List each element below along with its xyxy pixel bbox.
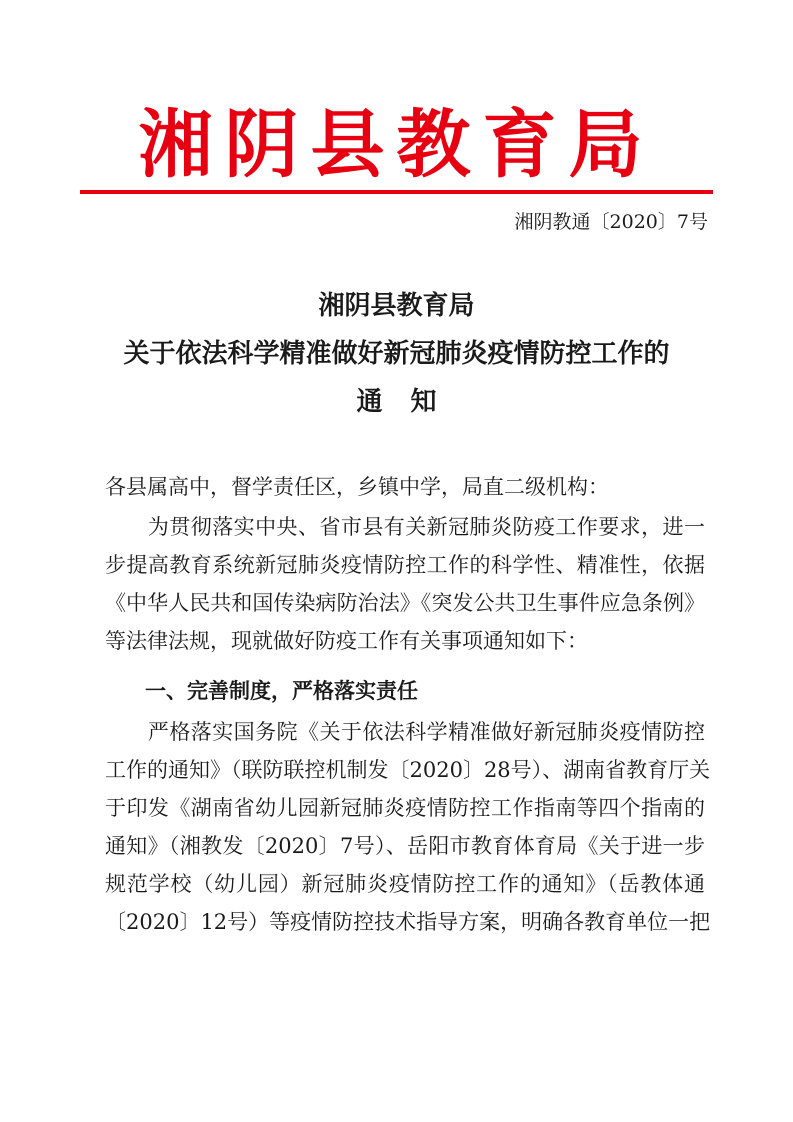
red-divider-line xyxy=(80,190,713,194)
paragraph-line: 于印发《湖南省幼儿园新冠肺炎疫情防控工作指南等四个指南的 xyxy=(105,796,705,820)
paragraph-line: 步提高教育系统新冠肺炎疫情防控工作的科学性、精准性，依据 xyxy=(105,553,705,577)
section-heading-1: 一、完善制度，严格落实责任 xyxy=(145,679,418,703)
document-number: 湘阴教通〔2020〕7号 xyxy=(514,211,708,233)
paragraph-line: 规范学校（幼儿园）新冠肺炎疫情防控工作的通知》（岳教体通 xyxy=(105,872,705,896)
title-line-2: 关于依法科学精准做好新冠肺炎疫情防控工作的 xyxy=(123,339,670,369)
paragraph-section-1 xyxy=(105,713,711,941)
salutation-line: 各县属高中，督学责任区，乡镇中学，局直二级机构： xyxy=(105,475,609,499)
paragraph-line: 工作的通知》（联防联控机制发〔2020〕28号）、湖南省教育厅关 xyxy=(105,758,711,782)
title-line-1: 湘阴县教育局 xyxy=(318,291,475,321)
paragraph-line: 严格落实国务院《关于依法科学精准做好新冠肺炎疫情防控 xyxy=(105,720,705,744)
paragraph-line: 等法律法规，现就做好防疫工作有关事项通知如下： xyxy=(105,629,588,653)
paragraph-line: 通知》（湘教发〔2020〕7号）、岳阳市教育体育局《关于进一步 xyxy=(105,834,705,858)
title-line-3: 通知 xyxy=(356,387,465,417)
paragraph-intro xyxy=(105,508,705,660)
paragraph-line: 〔2020〕12号）等疫情防控技术指导方案，明确各教育单位一把 xyxy=(105,910,711,934)
masthead-title: 湘阴县教育局 xyxy=(138,102,655,188)
paragraph-line: 为贯彻落实中央、省市县有关新冠肺炎防疫工作要求，进一 xyxy=(105,515,705,539)
salutation xyxy=(105,468,705,506)
paragraph-line: 《中华人民共和国传染病防治法》《突发公共卫生事件应急条例》 xyxy=(105,591,705,615)
